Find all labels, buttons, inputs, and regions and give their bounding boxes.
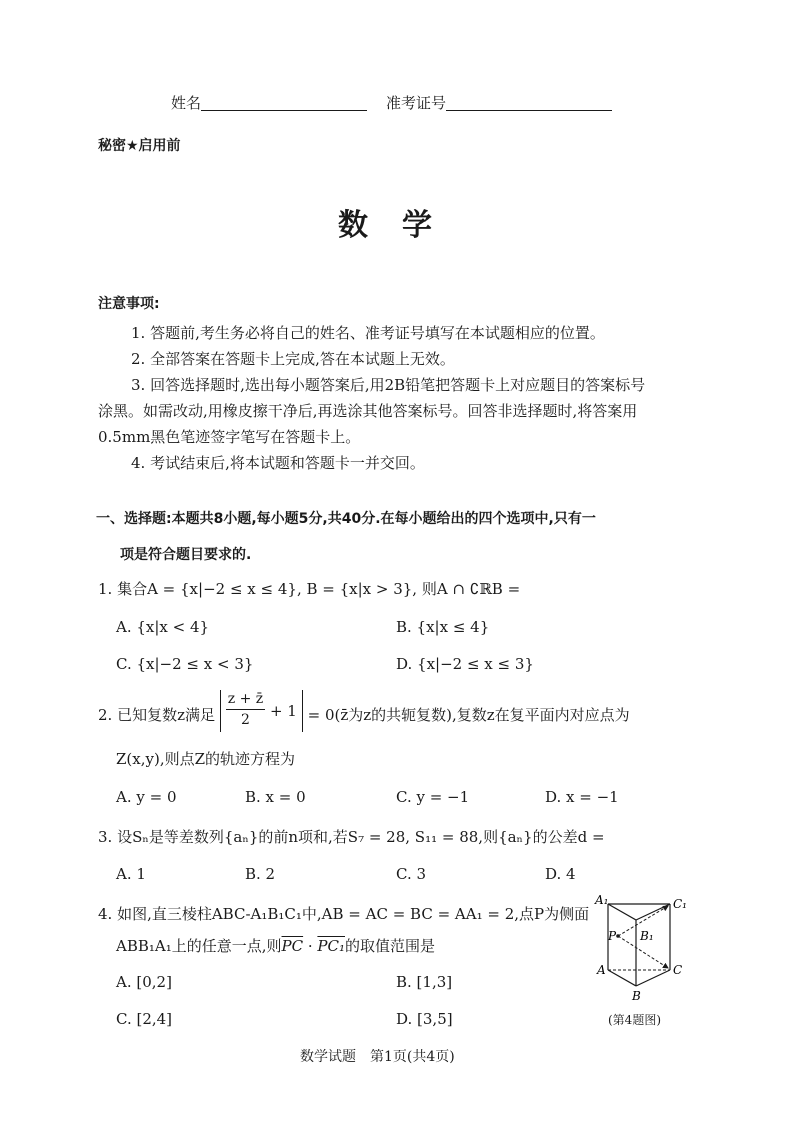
edge-b-c	[636, 970, 670, 986]
q1-option-a: A. {x|x < 4}	[116, 618, 210, 636]
name-label: 姓名	[171, 94, 202, 112]
q4-dot: ·	[303, 937, 318, 955]
q4-stem-line2	[116, 935, 435, 956]
q4-option-b: B. [1,3]	[396, 973, 453, 991]
q4-option-a: A. [0,2]	[116, 973, 172, 991]
q2-option-d: D. x = −1	[545, 788, 619, 806]
q2-plus-one: + 1	[269, 702, 297, 720]
edge-a-b	[608, 970, 636, 986]
q3-option-c: C. 3	[396, 865, 427, 883]
q3-option-a: A. 1	[116, 865, 146, 883]
q2-abs-expr	[220, 690, 303, 732]
exam-id-field-label	[386, 92, 612, 113]
q4-stem-line2-post: 的取值范围是	[345, 937, 436, 955]
exam-id-label: 准考证号	[386, 94, 447, 112]
exam-id-blank	[446, 96, 612, 111]
note-item-3: 3. 回答选择题时,选出每小题答案后,用2B铅笔把答题卡上对应题目的答案标号	[131, 376, 646, 394]
section-heading: 一、选择题:本题共8小题,每小题5分,共40分.在每小题给出的四个选项中,只有一	[96, 511, 596, 527]
point-p	[616, 934, 620, 938]
q4-prism-figure	[590, 890, 700, 1010]
label-p: P	[608, 929, 617, 943]
label-c: C	[673, 963, 683, 977]
q1-option-c: C. {x|−2 ≤ x < 3}	[116, 655, 254, 673]
q1-option-b: B. {x|x ≤ 4}	[396, 618, 490, 636]
note-item-2: 2. 全部答案在答题卡上完成,答在本试题上无效。	[131, 350, 455, 368]
name-field-label	[171, 92, 367, 113]
q2-stem	[98, 690, 630, 734]
q4-stem-line2-pre: ABB₁A₁上的任意一点,则	[116, 937, 282, 955]
q4-figure-caption: (第4题图)	[608, 1013, 661, 1027]
edge-b1-c1	[636, 904, 670, 920]
q4-option-d: D. [3,5]	[396, 1010, 453, 1028]
note-item-4: 4. 考试结束后,将本试题和答题卡一并交回。	[131, 454, 425, 472]
q2-frac-den: 2	[241, 712, 250, 728]
label-b: B	[632, 989, 641, 1003]
q4-vector-pc1: PC₁	[317, 937, 345, 955]
edge-a1-b1	[608, 904, 636, 920]
secret-mark: 秘密★启用前	[98, 138, 181, 154]
label-a1: A₁	[595, 893, 609, 907]
q2-stem-pre: 2. 已知复数z满足	[98, 706, 215, 724]
q2-stem-line2: Z(x,y),则点Z的轨迹方程为	[116, 750, 296, 768]
q4-vector-pc: $\overline{PC}$	[281, 937, 304, 955]
note-item-3-cont2: 0.5mm黑色笔迹签字笔写在答题卡上。	[98, 428, 361, 446]
q2-fraction	[226, 690, 265, 730]
q3-option-d: D. 4	[545, 865, 576, 883]
q4-stem-line1: 4. 如图,直三棱柱ABC-A₁B₁C₁中,AB = AC = BC = AA₁ = 2,点P为侧面	[98, 905, 590, 923]
label-b1: B₁	[640, 929, 654, 943]
q2-option-c: C. y = −1	[396, 788, 470, 806]
q2-option-b: B. x = 0	[245, 788, 306, 806]
q3-stem: 3. 设Sₙ是等差数列{aₙ}的前n项和,若S₇ = 28, S₁₁ = 88,则{aₙ}的公差d =	[98, 828, 605, 846]
note-item-1: 1. 答题前,考生务必将自己的姓名、准考证号填写在本试题相应的位置。	[131, 324, 605, 342]
q3-option-b: B. 2	[245, 865, 276, 883]
name-blank	[201, 96, 367, 111]
notes-heading: 注意事项:	[98, 296, 160, 312]
q2-option-a: A. y = 0	[116, 788, 177, 806]
q1-stem: 1. 集合A = {x|−2 ≤ x ≤ 4}, B = {x|x > 3}, 则A ∩ ∁ℝB =	[98, 580, 521, 598]
q1-option-d: D. {x|−2 ≤ x ≤ 3}	[396, 655, 534, 673]
note-item-3-cont: 涂黑。如需改动,用橡皮擦干净后,再选涂其他答案标号。回答非选择题时,将答案用	[98, 402, 638, 420]
q2-frac-num: z + z̄	[226, 690, 265, 710]
label-a: A	[597, 963, 606, 977]
section-heading-cont: 项是符合题目要求的.	[120, 547, 252, 563]
page-footer: 数学试题 第1页(共4页)	[300, 1049, 455, 1065]
q4-option-c: C. [2,4]	[116, 1010, 173, 1028]
page-title: 数 学	[338, 208, 434, 243]
q2-stem-post: = 0(z̄为z的共轭复数),复数z在复平面内对应点为	[307, 706, 630, 724]
label-c1: C₁	[673, 897, 687, 911]
